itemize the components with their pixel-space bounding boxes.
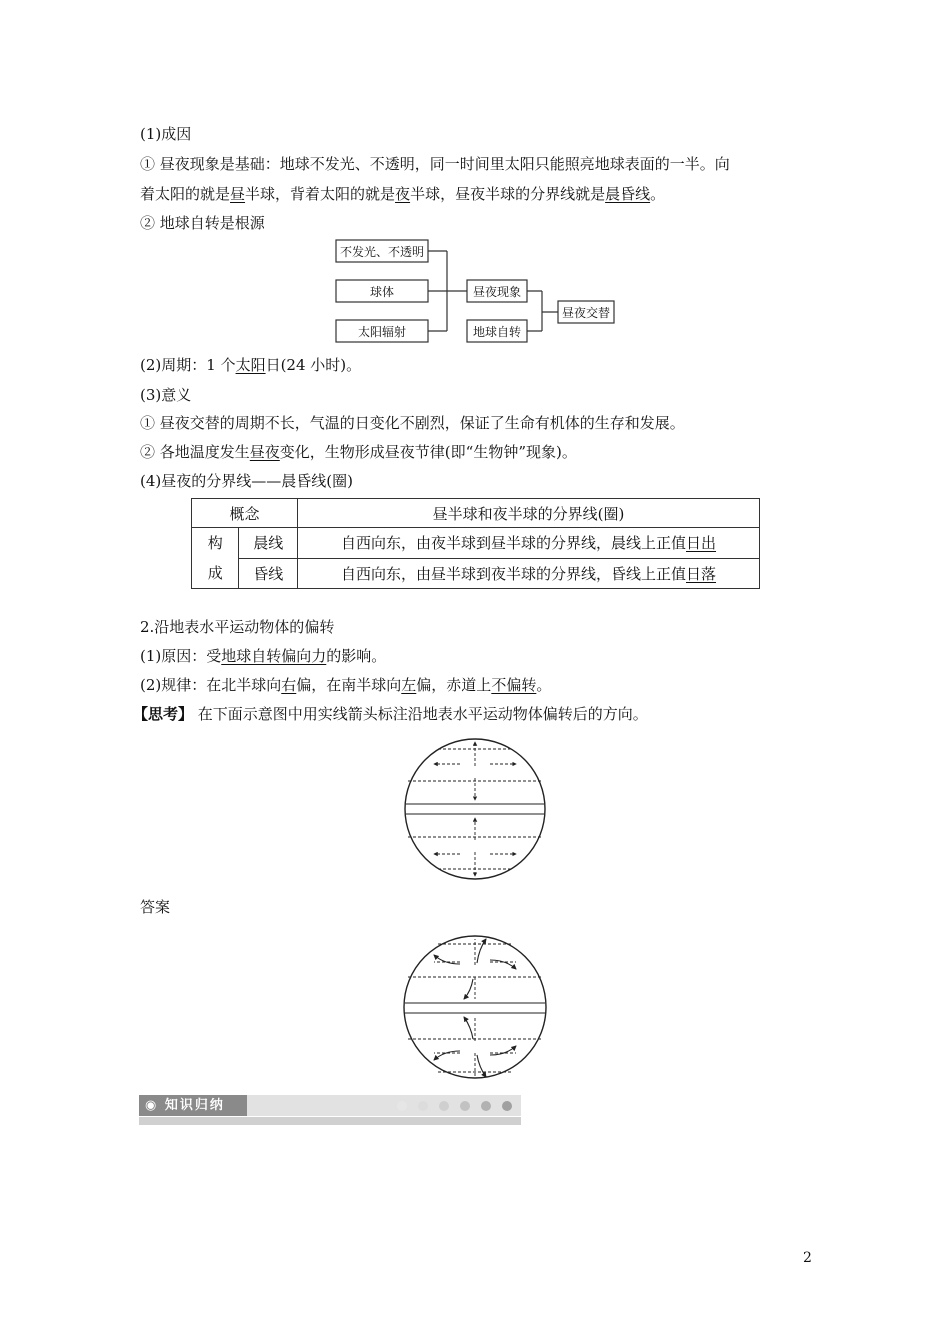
underlined-answer-night: 夜 [395,185,411,203]
think-text: 在下面示意图中用实线箭头标注沿地表水平运动物体偏转后的方向。 [197,705,648,723]
flow-label-alternation: 昼夜交替 [561,306,611,320]
text-segment: 日(24 小时)。 [265,356,362,374]
table-header-concept: 概念 [192,499,298,528]
table-row [192,499,760,528]
banner-dot [460,1101,470,1111]
table-cell-dusk-desc [298,558,760,589]
table-cell-dawn-desc [298,528,760,559]
underlined-answer-sunset: 日落 [686,564,717,583]
deflected-arrow-west [434,955,460,964]
page-number: 2 [803,1250,812,1266]
banner-underbar [139,1117,521,1125]
answer-label: 答案 [140,898,171,916]
paragraph-significance-1: ① 昼夜交替的周期不长，气温的日变化不剧烈，保证了生命有机体的生存和发展。 [140,414,685,432]
paragraph-significance-2 [140,442,577,462]
terminator-table [191,498,760,589]
composition-char-1: 构 [207,534,223,552]
connector-left [428,251,467,331]
banner-label: ◉ 知识归纳 [139,1095,247,1116]
deflected-arrow-east [490,1046,516,1055]
cause-flow-diagram [330,236,620,348]
banner-dot [418,1101,428,1111]
knowledge-summary-banner [139,1095,521,1125]
paragraph-day-night-basis: ① 昼夜现象是基础：地球不发光、不透明，同一时间里太阳只能照亮地球表面的一半。向 [140,155,730,173]
connector-right [527,291,558,331]
composition-char-2: 成 [207,564,223,582]
deflected-arrow-north [477,939,486,963]
flow-label-opaque: 不发光、不透明 [339,245,425,259]
text-segment: ② 各地温度发生 [140,443,250,461]
table-cell-dusk-line: 昏线 [239,558,298,589]
subsection-cause-label: (1)成因 [140,125,192,143]
deflected-arrow-south [477,1055,486,1077]
subsection-terminator-label: (4)昼夜的分界线——晨昏线(圈) [140,472,353,490]
think-tag: 【思考】 [133,705,194,723]
paragraph-rotation-root: ② 地球自转是根源 [140,214,265,232]
banner-dot [397,1101,407,1111]
text-segment: 半球，背着太阳的就是 [245,185,396,203]
table-cell-dawn-line: 晨线 [239,528,298,559]
underlined-answer-day: 昼 [230,185,246,203]
table-row [192,558,760,589]
text-segment: 。 [536,676,552,694]
flow-label-day-night: 昼夜现象 [472,285,522,299]
underlined-answer-sunrise: 日出 [686,534,717,553]
deflected-arrow-north [464,1017,473,1039]
flow-label-sphere: 球体 [369,285,395,299]
underlined-answer-terminator: 晨昏线 [605,185,651,203]
paragraph-day-night-hemispheres [140,184,665,204]
text-segment: 变化，生物形成昼夜节律(即“生物钟”现象)。 [279,443,577,461]
underlined-answer-no-deflection: 不偏转 [491,676,537,694]
underlined-answer-day-night: 昼夜 [249,443,280,461]
text-segment: 偏，在南半球向 [296,676,402,694]
text-segment: (2)周期：1 个 [140,356,236,374]
text-segment: 半球，昼夜半球的分界线就是 [410,185,606,203]
globe-question-diagram [398,736,553,882]
text-segment: 自西向东，由昼半球到夜半球的分界线，昏线上正值 [340,564,686,583]
underlined-answer-left: 左 [401,676,417,694]
underlined-answer-solar: 太阳 [235,356,266,374]
deflected-arrow-east [490,960,516,969]
paragraph-deflection-rule [140,675,551,695]
paragraph-deflection-cause [140,646,386,666]
section-deflection-title: 2.沿地表水平运动物体的偏转 [140,618,335,636]
underlined-answer-right: 右 [281,676,297,694]
subsection-significance-label: (3)意义 [140,386,192,404]
text-segment: 。 [650,185,666,203]
paragraph-period [140,355,361,375]
text-segment: 自西向东，由夜半球到昼半球的分界线，晨线上正值 [340,534,686,553]
banner-dot [439,1101,449,1111]
text-segment: 的影响。 [326,647,387,665]
banner-dot [502,1101,512,1111]
deflected-arrow-south [464,979,473,999]
deflected-arrow-west [434,1051,460,1060]
flow-label-solar-radiation: 太阳辐射 [357,325,407,339]
text-segment: 着太阳的就是 [140,185,231,203]
text-segment: (2)规律：在北半球向 [140,676,282,694]
text-segment: 偏，赤道上 [416,676,492,694]
globe-answer-diagram [398,933,553,1081]
banner-dot [481,1101,491,1111]
table-cell-concept: 昼半球和夜半球的分界线(圈) [298,499,760,528]
text-segment: (1)原因：受 [140,647,222,665]
think-question [133,704,648,724]
underlined-answer-coriolis: 地球自转偏向力 [221,647,327,665]
table-row [192,528,760,559]
table-cell-composition [192,528,239,589]
flow-label-rotation: 地球自转 [472,325,522,339]
